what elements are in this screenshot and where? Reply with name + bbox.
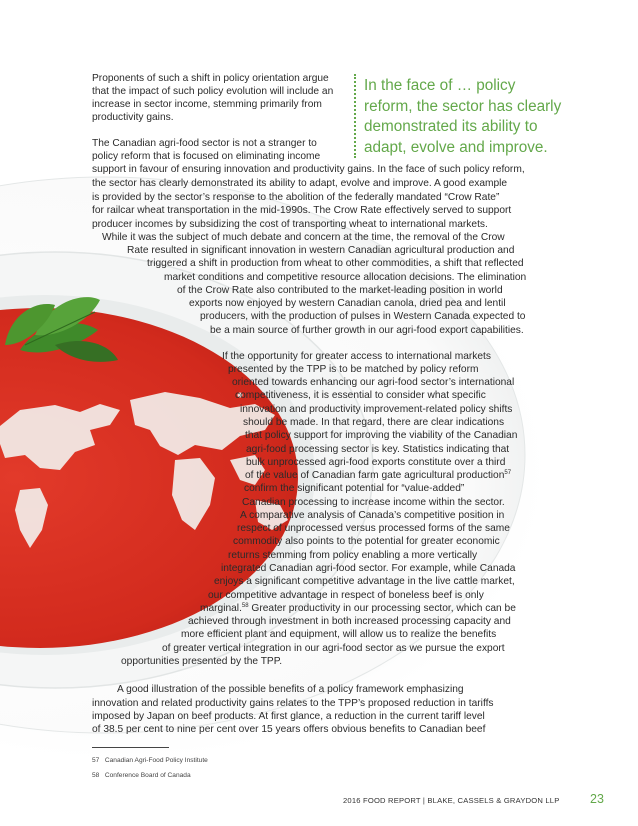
body-text-line: oriented towards enhancing our agri-food sector’s international — [232, 377, 515, 388]
body-text-line: A comparative analysis of Canada’s competitive position in — [240, 510, 505, 521]
footnote-ref: 57 — [504, 470, 512, 476]
body-text-line: presented by the TPP is to be matched by policy reform — [228, 364, 479, 375]
footnote-divider — [92, 747, 169, 748]
footnote — [92, 771, 191, 780]
body-text-line: innovation and productivity improvement-related policy shifts — [240, 404, 513, 415]
body-text-line: opportunities presented by the TPP. — [121, 656, 283, 667]
body-text-line: confirm the significant potential for “value-added” — [244, 483, 465, 494]
body-text-line: for railcar wheat transportation in the mid-1990s. The Crow Rate effectively served to support — [92, 205, 512, 216]
body-text-line: commodity also points to the potential for greater economic — [233, 536, 500, 547]
body-text-line: our competitive advantage in respect of boneless beef is only — [208, 590, 484, 601]
body-text-line: integrated Canadian agri-food sector. For example, while Canada — [221, 563, 516, 574]
pull-quote-line: demonstrated its ability to — [364, 118, 538, 135]
body-text-line: market conditions and competitive resource allocation decisions. The elimination — [164, 272, 527, 283]
body-text-line: While it was the subject of much debate and concern at the time, the removal of the Crow — [102, 232, 505, 243]
body-text-line: triggered a shift in production from wheat to other commodities, a shift that reflected — [147, 258, 524, 269]
body-text-line: Canadian processing to increase income within the sector. — [242, 497, 505, 508]
pull-quote — [364, 76, 626, 158]
body-text-line: that policy support for improving the viability of the Canadian — [245, 430, 518, 441]
footnote-text: Canadian Agri-Food Policy Institute — [104, 757, 208, 764]
body-text-line: The Canadian agri-food sector is not a stranger to — [92, 138, 317, 149]
body-text-line: be a main source of further growth in our agri-food export capabilities. — [210, 325, 524, 336]
footnote-text: Conference Board of Canada — [104, 772, 191, 779]
body-text-line: that the impact of such policy evolution will include an — [92, 86, 334, 97]
body-text-line: Proponents of such a shift in policy orientation argue — [92, 73, 329, 84]
body-text-line: returns stemming from policy enabling a more vertically — [228, 550, 478, 561]
footnote-ref: 58 — [241, 603, 249, 609]
body-text-line: achieved through investment in both increased processing capacity and — [188, 616, 511, 627]
body-text-line: agri-food processing sector is key. Statistics indicating that — [246, 444, 510, 455]
page-number: 23 — [590, 792, 604, 806]
body-text-line: exports now enjoyed by western Canadian canola, dried pea and lentil — [189, 298, 506, 309]
body-text-line: productivity gains. — [92, 112, 174, 123]
body-text-line: of 38.5 per cent to nine per cent over 15 years offers obvious benefits to Canadian beef — [92, 724, 486, 735]
footnote-number: 57 — [92, 757, 100, 764]
body-text-line: enjoys a significant competitive advantage in the live cattle market, — [214, 576, 515, 587]
body-text: Greater productivity in our processing sector, which can be — [248, 603, 516, 614]
body-text-line: competitiveness, it is essential to consider what specific — [235, 390, 486, 401]
body-text-line: A good illustration of the possible benefits of a policy framework emphasizing — [117, 684, 464, 695]
pull-quote-line: In the face of … policy — [364, 77, 516, 94]
body-text-line: the sector has clearly demonstrated its ability to adapt, evolve and improve. A good example — [92, 178, 508, 189]
body-text-line: is provided by the sector’s response to the abolition of the federally mandated “Crow Rate” — [92, 192, 500, 203]
body-text-line: innovation and related productivity gains relates to the TPP’s proposed reduction in tariffs — [92, 698, 494, 709]
body-text-line: respect of unprocessed versus processed forms of the same — [237, 523, 510, 534]
footnote-number: 58 — [92, 772, 100, 779]
pull-quote-line: adapt, evolve and improve. — [364, 138, 548, 156]
body-text-line: If the opportunity for greater access to international markets — [222, 351, 491, 362]
body-text-line: bulk unprocessed agri-food exports constitute over a third — [246, 457, 506, 468]
body-text-line: support in favour of ensuring innovation and productivity gains. In the face of such policy reform, — [92, 164, 525, 175]
body-text-line: increase in sector income, stemming primarily from — [92, 99, 322, 110]
body-text: marginal. — [200, 603, 242, 614]
body-text-line: should be made. In that regard, there are clear indications — [243, 417, 505, 428]
body-text-line — [245, 470, 511, 482]
pull-quote-line: reform, the sector has clearly — [364, 97, 562, 115]
body-text-line — [200, 603, 516, 615]
body-text-line: Rate resulted in significant innovation in western Canadian agricultural production and — [127, 245, 515, 256]
body-text-line: more efficient plant and equipment, will allow us to realize the benefits — [181, 629, 497, 640]
body-text-line: imposed by Japan on beef products. At first glance, a reduction in the current tariff level — [92, 711, 485, 722]
body-text-line: of the Crow Rate also contributed to the market-leading position in world — [177, 285, 503, 296]
body-text-line: of greater vertical integration in our agri-food sector as we pursue the export — [162, 643, 505, 654]
running-footer: 2016 FOOD REPORT | BLAKE, CASSELS & GRAYDON LLP — [343, 796, 560, 805]
body-text: of the value of Canadian farm gate agricultural production — [245, 470, 505, 481]
body-text-line: producers, with the production of pulses in Western Canada expected to — [200, 311, 526, 322]
pull-quote-divider — [354, 74, 356, 158]
body-text-line: policy reform that is focused on eliminating income — [92, 151, 321, 162]
footnote — [92, 756, 208, 765]
body-text-line: producer incomes by subsidizing the cost of transporting wheat to international markets. — [92, 219, 488, 230]
